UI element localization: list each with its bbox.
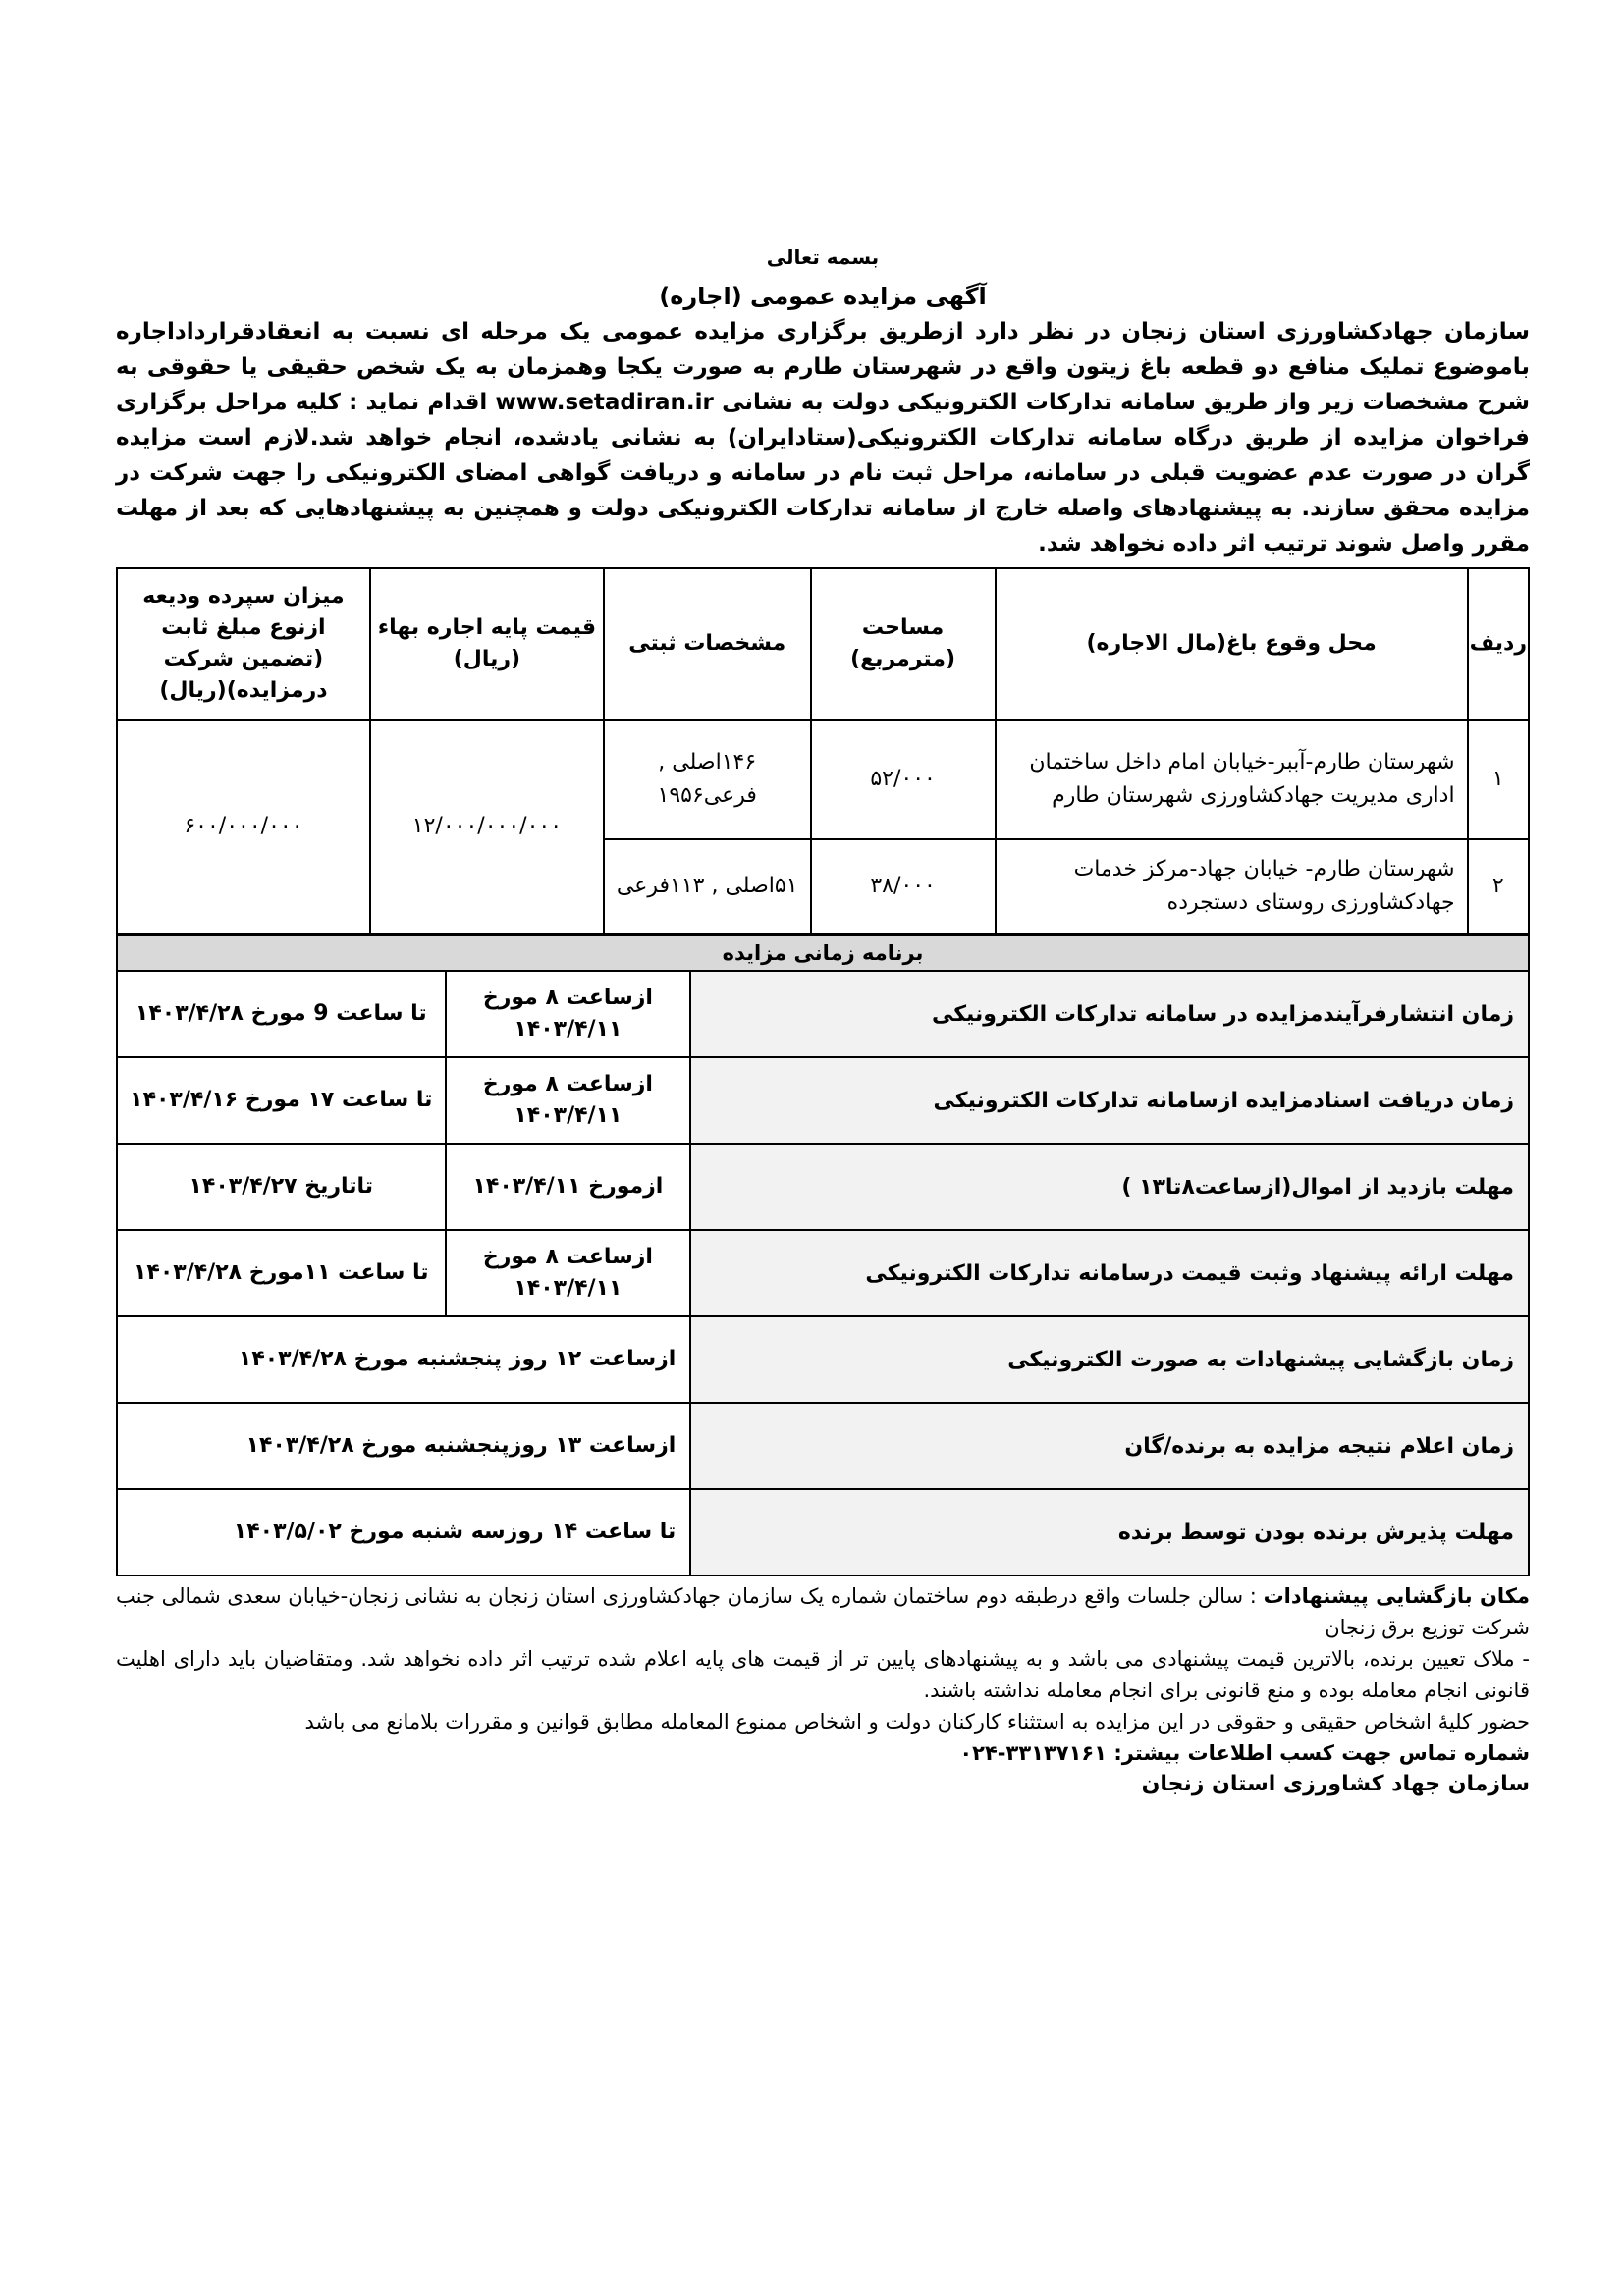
row-area: ۳۸/۰۰۰	[811, 839, 996, 934]
schedule-label: زمان اعلام نتیجه مزایده به برنده/گان	[690, 1403, 1529, 1489]
properties-table	[116, 567, 1530, 934]
schedule-row	[117, 1144, 1529, 1230]
schedule-row	[117, 971, 1529, 1057]
schedule-row	[117, 1230, 1529, 1316]
deposit-value: ۶۰۰/۰۰۰/۰۰۰	[117, 720, 370, 934]
row-registry: ۵۱اصلی , ۱۱۳فرعی	[604, 839, 811, 934]
setadiran-url: www.setadiran.ir	[495, 390, 714, 415]
row-registry: ۱۴۶اصلی , فرعی۱۹۵۶	[604, 720, 811, 839]
schedule-from: ازمورخ ۱۴۰۳/۴/۱۱	[446, 1144, 691, 1230]
intro-text-2: اقدام نماید : کلیه مراحل برگزاری فراخوان مزایده از طریق درگاه سامانه تدارکات الکترونیکی(ستادایران) به نشانی یادشده، انجام خواهد شد.لازم است مزایده گران در صورت عدم عضویت قبلی در سامانه، مراحل ثبت نام در سامانه و دریافت گواهی امضای الکترونیکی را جهت شرکت در مزایده محقق سازند. به پیشنهادهای واصله خارج از سامانه تدارکات الکترونیکی دولت و همچنین به پیشنهادهایی که بعد از مهلت مقرر واصل شوند ترتیب اثر داده نخواهد شد.	[116, 390, 1530, 557]
schedule-label: زمان انتشارفرآیندمزایده در سامانه تدارکات الکترونیکی	[690, 971, 1529, 1057]
base-price-value: ۱۲/۰۰۰/۰۰۰/۰۰۰	[370, 720, 604, 934]
basmala: بسمه تعالی	[766, 245, 880, 269]
contact-phone: شماره تماس جهت کسب اطلاعات بیشتر: ۳۳۱۳۷۱۶۱-۰۲۴	[959, 1741, 1530, 1765]
schedule-to: تا ساعت ۱۷ مورخ ۱۴۰۳/۴/۱۶	[117, 1057, 446, 1144]
schedule-row	[117, 1316, 1529, 1403]
footer-notes	[116, 1580, 1530, 1800]
schedule-to: تا ساعت 9 مورخ ۱۴۰۳/۴/۲۸	[117, 971, 446, 1057]
document-page	[116, 245, 1530, 1800]
header-base-price: قیمت پایه اجاره بهاء (ریال)	[370, 568, 604, 720]
participation-note: حضور کلیهٔ اشخاص حقیقی و حقوقی در این مزایده به استثناء کارکنان دولت و اشخاص ممنوع المعامله مطابق قوانین و مقررات بلامانع می باشد	[304, 1710, 1530, 1734]
schedule-title: برنامه زمانی مزایده	[117, 935, 1529, 971]
header-location: محل وقوع باغ(مال الاجاره)	[996, 568, 1468, 720]
schedule-from: ازساعت ۸ مورخ ۱۴۰۳/۴/۱۱	[446, 1230, 691, 1316]
schedule-label: زمان دریافت اسنادمزایده ازسامانه تدارکات الکترونیکی	[690, 1057, 1529, 1144]
intro-text-1: سازمان جهادکشاورزی استان زنجان در نظر دارد ازطریق برگزاری مزایده عمومی یک مرحله ای نسبت به انعقادقرارداداجاره باموضوع تملیک منافع دو قطعه باغ زیتون واقع در شهرستان طارم به صورت یکجا وهمزمان به یک شخص حقیقی یا حقوقی به شرح مشخصات زیر واز طریق سامانه تدارکات الکترونیکی دولت به نشانی	[116, 319, 1530, 415]
document-title: آگهی مزایده عمومی (اجاره)	[659, 283, 987, 310]
schedule-row	[117, 1489, 1529, 1575]
schedule-from: ازساعت ۸ مورخ ۱۴۰۳/۴/۱۱	[446, 971, 691, 1057]
row-no: ۲	[1468, 839, 1529, 934]
opening-place	[116, 1580, 1530, 1643]
row-location: شهرستان طارم- خیابان جهاد-مرکز خدمات جهادکشاورزی روستای دستجرده	[996, 839, 1468, 934]
header-row-no: ردیف	[1468, 568, 1529, 720]
row-no: ۱	[1468, 720, 1529, 839]
row-area: ۵۲/۰۰۰	[811, 720, 996, 839]
schedule-label: مهلت پذیرش برنده بودن توسط برنده	[690, 1489, 1529, 1575]
schedule-from: ازساعت ۸ مورخ ۱۴۰۳/۴/۱۱	[446, 1057, 691, 1144]
header-deposit: میزان سپرده ودیعه ازنوع مبلغ ثابت (تضمین شرکت درمزایده)(ریال)	[117, 568, 370, 720]
schedule-datetime: ازساعت ۱۳ روزپنجشنبه مورخ ۱۴۰۳/۴/۲۸	[117, 1403, 690, 1489]
row-location: شهرستان طارم-آببر-خیابان امام داخل ساختمان اداری مدیریت جهادکشاورزی شهرستان طارم	[996, 720, 1468, 839]
opening-place-label: مکان بازگشایی پیشنهادات	[1263, 1584, 1530, 1608]
schedule-to: تا ساعت ۱۱مورخ ۱۴۰۳/۴/۲۸	[117, 1230, 446, 1316]
header-registry: مشخصات ثبتی	[604, 568, 811, 720]
schedule-label: زمان بازگشایی پیشنهادات به صورت الکترونیکی	[690, 1316, 1529, 1403]
schedule-label: مهلت بازدید از اموال(ازساعت۸تا۱۳ )	[690, 1144, 1529, 1230]
intro-paragraph	[116, 314, 1530, 561]
signature: سازمان جهاد کشاورزی استان زنجان	[1141, 1772, 1530, 1796]
header-area: مساحت (مترمربع)	[811, 568, 996, 720]
schedule-datetime: ازساعت ۱۲ روز پنجشنبه مورخ ۱۴۰۳/۴/۲۸	[117, 1316, 690, 1403]
properties-header-row	[117, 568, 1529, 720]
schedule-datetime: تا ساعت ۱۴ روزسه شنبه مورخ ۱۴۰۳/۵/۰۲	[117, 1489, 690, 1575]
schedule-table	[116, 934, 1530, 1576]
table-row	[117, 720, 1529, 839]
schedule-to: تاتاریخ ۱۴۰۳/۴/۲۷	[117, 1144, 446, 1230]
opening-place-text: : سالن جلسات واقع درطبقه دوم ساختمان شماره یک سازمان جهادکشاورزی استان زنجان به نشانی زنجان-خیابان سعدی شمالی جنب شرکت توزیع برق زنجان	[116, 1584, 1530, 1639]
schedule-label: مهلت ارائه پیشنهاد وثبت قیمت درسامانه تدارکات الکترونیکی	[690, 1230, 1529, 1316]
schedule-row	[117, 1403, 1529, 1489]
schedule-row	[117, 1057, 1529, 1144]
winner-criteria: - ملاک تعیین برنده، بالاترین قیمت پیشنهادی می باشد و به پیشنهادهای پایین تر از قیمت های پایه اعلام شده ترتیب اثر داده نخواهد شد. ومتقاضیان باید دارای اهلیت قانونی انجام معامله بوده و منع قانونی برای انجام معامله نداشته باشند.	[116, 1647, 1530, 1702]
